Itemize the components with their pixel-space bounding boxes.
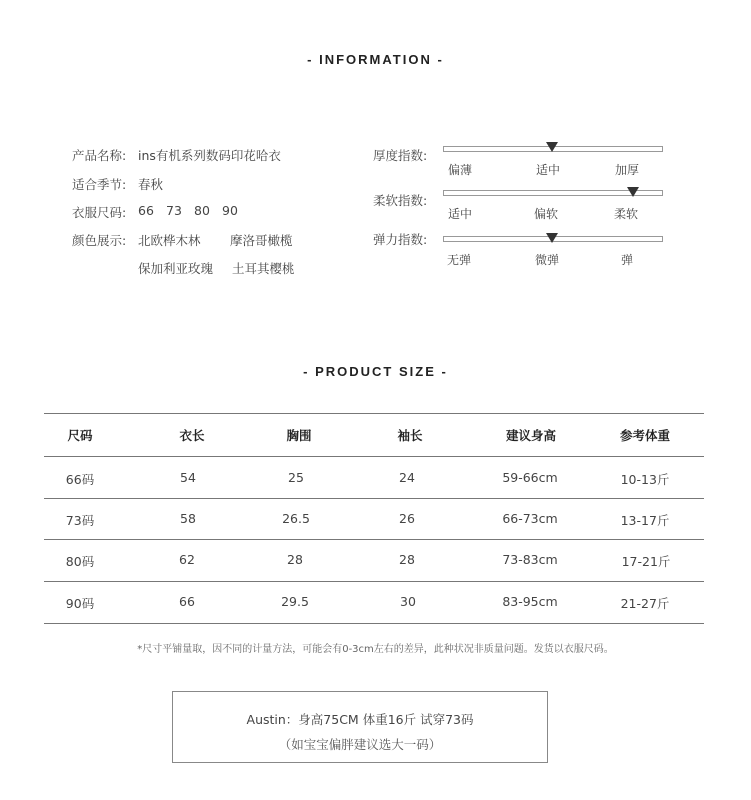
- color-value: 保加利亚玫瑰: [138, 261, 214, 276]
- table-cell: 90码: [65, 596, 95, 611]
- table-cell: 73码: [65, 513, 95, 528]
- softness-slider-thumb-icon: [627, 187, 639, 197]
- color-value: 北欧桦木林: [138, 233, 201, 248]
- table-cell: 80码: [65, 554, 95, 569]
- model-advice-line: （如宝宝偏胖建议选大一码）: [278, 737, 442, 752]
- table-header-cell: 尺码: [67, 428, 93, 443]
- table-header-cell: 衣长: [179, 428, 205, 443]
- table-cell: 62: [179, 552, 195, 567]
- softness-level-high: 柔软: [614, 207, 639, 221]
- color-value: 土耳其樱桃: [232, 261, 295, 276]
- product-size-title: - PRODUCT SIZE -: [303, 364, 448, 379]
- table-cell: 24: [399, 470, 415, 485]
- table-cell: 17-21斤: [621, 554, 671, 569]
- thickness-level-mid: 适中: [536, 163, 561, 177]
- thickness-level-low: 偏薄: [448, 163, 473, 177]
- table-header-cell: 胸围: [286, 428, 312, 443]
- table-cell: 66: [179, 594, 195, 609]
- table-cell: 58: [180, 511, 196, 526]
- table-cell: 21-27斤: [620, 596, 670, 611]
- size-value: 66: [138, 203, 154, 218]
- model-info-box: [172, 691, 548, 763]
- table-cell: 26: [399, 511, 415, 526]
- size-value: 73: [166, 203, 182, 218]
- elasticity-index-label: 弹力指数:: [373, 232, 428, 247]
- softness-level-mid: 偏软: [534, 207, 559, 221]
- table-cell: 13-17斤: [620, 513, 670, 528]
- table-header-cell: 参考体重: [619, 428, 671, 443]
- table-rule: [44, 539, 704, 540]
- table-cell: 30: [400, 594, 416, 609]
- table-rule: [44, 456, 704, 457]
- information-title: - INFORMATION -: [307, 52, 444, 67]
- product-name-label: 产品名称:: [72, 148, 127, 163]
- measurement-note: *尺寸平铺量取，因不同的计量方法，可能会有0-3cm左右的差异，此种状况非质量问题。发货以衣服尺码。: [137, 644, 614, 655]
- table-rule: [44, 581, 704, 582]
- table-cell: 28: [399, 552, 415, 567]
- table-cell: 29.5: [281, 594, 309, 609]
- thickness-index-label: 厚度指数:: [373, 148, 428, 163]
- table-cell: 83-95cm: [502, 594, 558, 609]
- table-rule: [44, 498, 704, 499]
- elasticity-level-low: 无弹: [447, 253, 472, 267]
- color-value: 摩洛哥橄榄: [230, 233, 293, 248]
- table-cell: 59-66cm: [502, 470, 558, 485]
- softness-index-label: 柔软指数:: [373, 193, 428, 208]
- color-label: 颜色展示:: [72, 233, 127, 248]
- table-header-cell: 建议身高: [505, 428, 557, 443]
- thickness-slider-thumb-icon: [546, 142, 558, 152]
- size-value: 80: [194, 203, 210, 218]
- elasticity-level-high: 弹: [621, 253, 634, 267]
- table-cell: 66-73cm: [502, 511, 558, 526]
- season-label: 适合季节:: [72, 177, 127, 192]
- table-cell: 73-83cm: [502, 552, 558, 567]
- table-rule: [44, 413, 704, 414]
- size-label: 衣服尺码:: [72, 205, 127, 220]
- table-cell: 25: [288, 470, 304, 485]
- table-cell: 66码: [65, 472, 95, 487]
- size-value: 90: [222, 203, 238, 218]
- elasticity-slider-thumb-icon: [546, 233, 558, 243]
- elasticity-level-mid: 微弹: [535, 253, 560, 267]
- table-cell: 28: [287, 552, 303, 567]
- table-rule: [44, 623, 704, 624]
- product-name-value: ins有机系列数码印花哈衣: [138, 148, 281, 163]
- thickness-level-high: 加厚: [615, 163, 640, 177]
- season-value: 春秋: [138, 177, 164, 192]
- table-header-cell: 袖长: [397, 428, 423, 443]
- softness-level-low: 适中: [448, 207, 473, 221]
- table-cell: 26.5: [282, 511, 310, 526]
- model-info-line: Austin：身高75CM 体重16斤 试穿73码: [246, 712, 474, 727]
- table-cell: 54: [180, 470, 196, 485]
- table-cell: 10-13斤: [620, 472, 670, 487]
